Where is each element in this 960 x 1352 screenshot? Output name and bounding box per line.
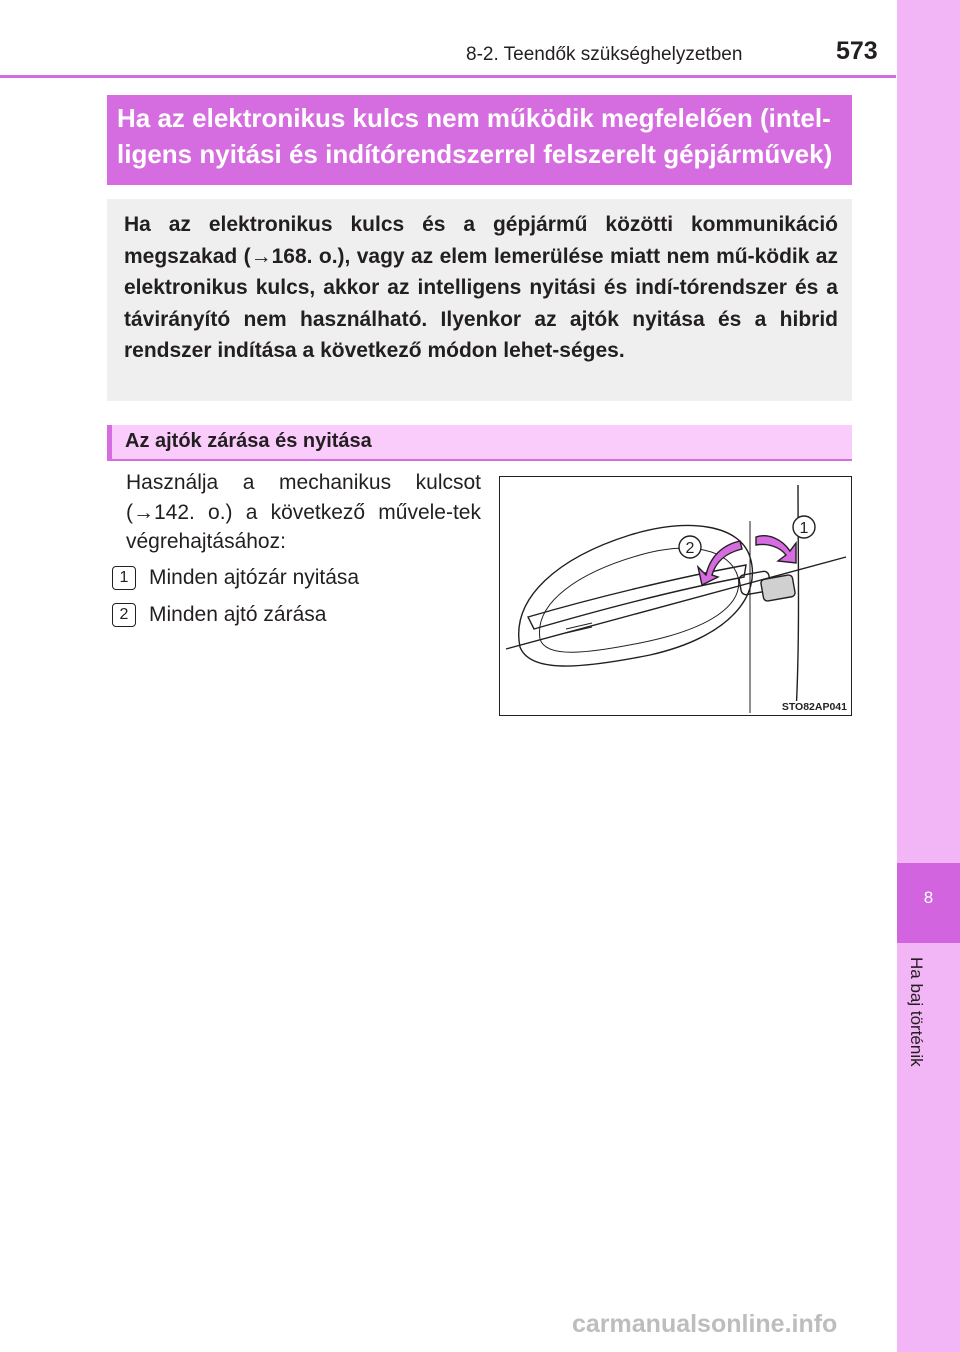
callout-2-label: 2 bbox=[685, 540, 695, 557]
step-1-label: Minden ajtózár nyitása bbox=[149, 566, 360, 589]
intro-box: Ha az elektronikus kulcs és a gépjármű közötti kommunikáció megszakad (→168. o.), vagy az elem lemerülése miatt nem mű-ködik az elektronikus kulcs, akkor az intelligens nyitási és indí-tórendszer és a távirányító nem használható. Ilyenkor az ajtók nyitása és a hibrid rendszer indítása a következő módon lehet-séges. bbox=[107, 199, 852, 401]
door-handle-illustration bbox=[500, 477, 851, 715]
handle-grip bbox=[528, 565, 746, 629]
body-text: Használja a mechanikus kulcsot (→142. o.) a következő művele-tek végrehajtásához: bbox=[126, 471, 481, 553]
figure bbox=[499, 476, 852, 716]
chapter-title: Ha baj történik bbox=[907, 957, 926, 1067]
subheading: Az ajtók zárása és nyitása bbox=[107, 425, 852, 461]
title-box bbox=[107, 95, 852, 185]
header-rule bbox=[0, 75, 896, 78]
handle-recess-outline bbox=[519, 526, 753, 666]
unlock-arrow bbox=[756, 536, 796, 563]
side-tab bbox=[897, 0, 960, 1352]
step-1 bbox=[112, 566, 359, 590]
title-line-1: Ha az elektronikus kulcs nem működik megfelelően (intel- bbox=[117, 103, 831, 133]
title-line-2: ligens nyitási és indítórendszerrel felszerelt gépjárművek) bbox=[117, 139, 833, 169]
page-number: 573 bbox=[836, 37, 878, 65]
step-2-number: 2 bbox=[112, 603, 136, 627]
figure-code: STO82AP041 bbox=[781, 701, 847, 713]
chapter-number: 8 bbox=[923, 888, 934, 907]
watermark: carmanualsonline.info bbox=[572, 1310, 838, 1338]
mechanical-key-head bbox=[760, 574, 795, 601]
step-1-number: 1 bbox=[112, 566, 136, 590]
header-section: 8-2. Teendők szükséghelyzetben bbox=[466, 44, 743, 65]
step-2 bbox=[112, 603, 326, 627]
step-2-label: Minden ajtó zárása bbox=[149, 603, 327, 626]
callout-1-label: 1 bbox=[799, 520, 809, 537]
